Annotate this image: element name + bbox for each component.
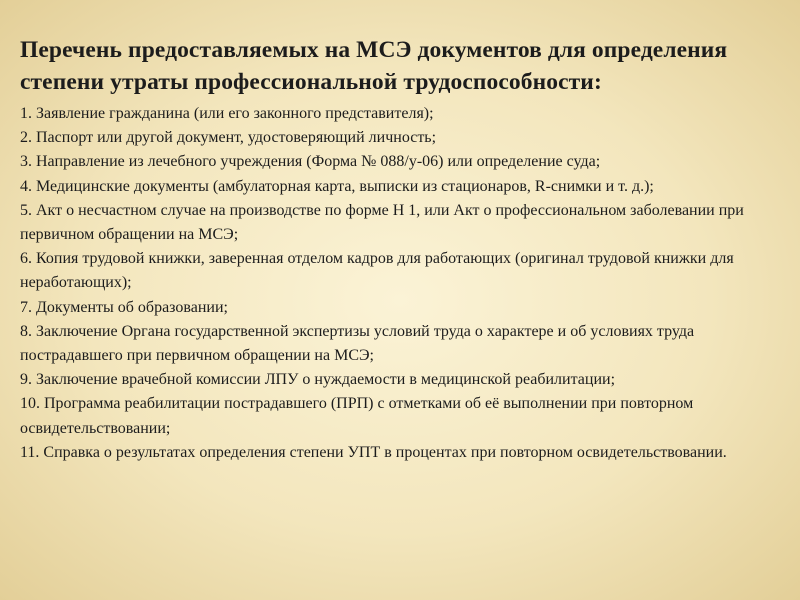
list-item: 8. Заключение Органа государственной экспертизы условий труда о характере и об условиях труда пострадавшего при первичном обращении на МСЭ; <box>20 322 695 365</box>
list-item: 10. Программа реабилитации пострадавшего (ПРП) с отметками об её выполнении при повторном освидетельствовании; <box>20 395 694 437</box>
list-item: 9. Заключение врачебной комиссии ЛПУ о нуждаемости в медицинской реабилитации; <box>20 371 616 389</box>
list-item: 5. Акт о несчастном случае на производстве по форме Н 1, или Акт о профессиональном заболевании при первичном обращении на МСЭ; <box>20 201 744 244</box>
list-item: 6. Копия трудовой книжки, заверенная отделом кадров для работающих (оригинал трудовой книжки для неработающих); <box>20 250 734 292</box>
list-item: 3. Направление из лечебного учреждения (Форма № 088/у-06) или определение суда; <box>20 153 601 171</box>
list-item: 7. Документы об образовании; <box>20 298 228 316</box>
list-item: 11. Справка о результатах определения степени УПТ в процентах при повторном освидетельствовании. <box>20 443 727 461</box>
list-item: 1. Заявление гражданина (или его законного представителя); <box>20 105 434 122</box>
document-list <box>20 102 782 465</box>
list-item: 2. Паспорт или другой документ, удостоверяющий личность; <box>20 129 437 147</box>
slide-content <box>20 34 782 465</box>
list-item: 4. Медицинские документы (амбулаторная карта, выписки из стационаров, R-снимки и т. д.); <box>20 177 654 195</box>
slide-title: Перечень предоставляемых на МСЭ документов для определения степени утраты профессиональной трудоспособности: <box>20 37 728 95</box>
